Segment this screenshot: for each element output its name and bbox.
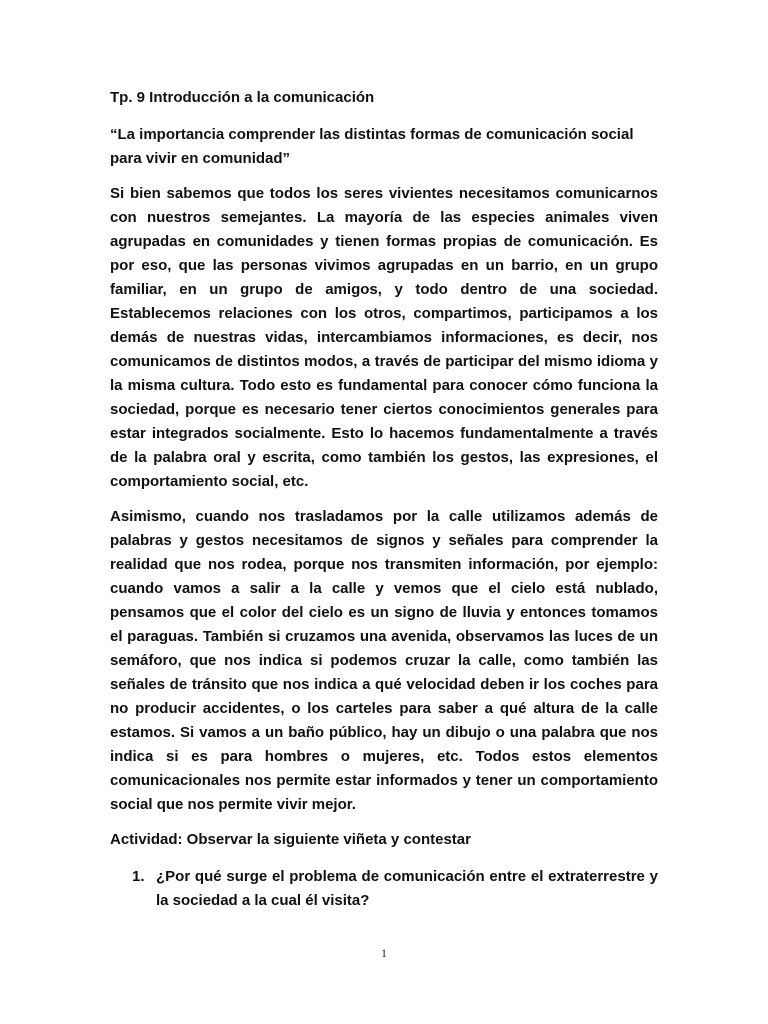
paragraph-2: Asimismo, cuando nos trasladamos por la calle utilizamos además de palabras y gestos necesitamos de signos y señales para comprender la realidad que nos rodea, porque nos transmiten información, por ejemplo: cuando vamos a salir a la calle y vemos que el cielo está nublado, pensamos que el color del cielo es un signo de lluvia y entonces tomamos el paraguas. También si cruzamos una avenida, observamos las luces de un semáforo, que nos indica si podemos cruzar la calle, como también las señales de tránsito que nos indica a qué velocidad deben ir los coches para no producir accidentes, o los carteles para saber a qué altura de la calle estamos. Si vamos a un baño público, hay un dibujo o una palabra que nos indica si es para hombres o mujeres, etc. Todos estos elementos comunicacionales nos permite estar informados y tener un comportamiento social que nos permite vivir mejor. <box>110 508 658 813</box>
document-body <box>110 86 658 913</box>
page-number: 1 <box>381 946 387 960</box>
question-number: 1. <box>132 868 145 885</box>
paragraph-1: Si bien sabemos que todos los seres vivientes necesitamos comunicarnos con nuestros semejantes. La mayoría de las especies animales viven agrupadas en comunidades y tienen formas propias de comunicación. Es por eso, que las personas vivimos agrupadas en un barrio, en un grupo familiar, en un grupo de amigos, y todo dentro de una sociedad. Establecemos relaciones con los otros, compartimos, participamos a los demás de nuestras vidas, intercambiamos informaciones, es decir, nos comunicamos de distintos modos, a través de participar del mismo idioma y la misma cultura. Todo esto es fundamental para conocer cómo funciona la sociedad, porque es necesario tener ciertos conocimientos generales para estar integrados socialmente. Esto lo hacemos fundamentalmente a través de la palabra oral y escrita, como también los gestos, las expresiones, el comportamiento social, etc. <box>110 185 658 490</box>
document-title: Tp. 9 Introducción a la comunicación <box>110 89 375 106</box>
document-quote: “La importancia comprender las distintas formas de comunicación social para vivir en comunidad” <box>110 126 634 167</box>
activity-heading: Actividad: Observar la siguiente viñeta y contestar <box>110 831 471 848</box>
question-item <box>110 865 658 913</box>
question-text: ¿Por qué surge el problema de comunicación entre el extraterrestre y la sociedad a la cual él visita? <box>156 868 658 909</box>
